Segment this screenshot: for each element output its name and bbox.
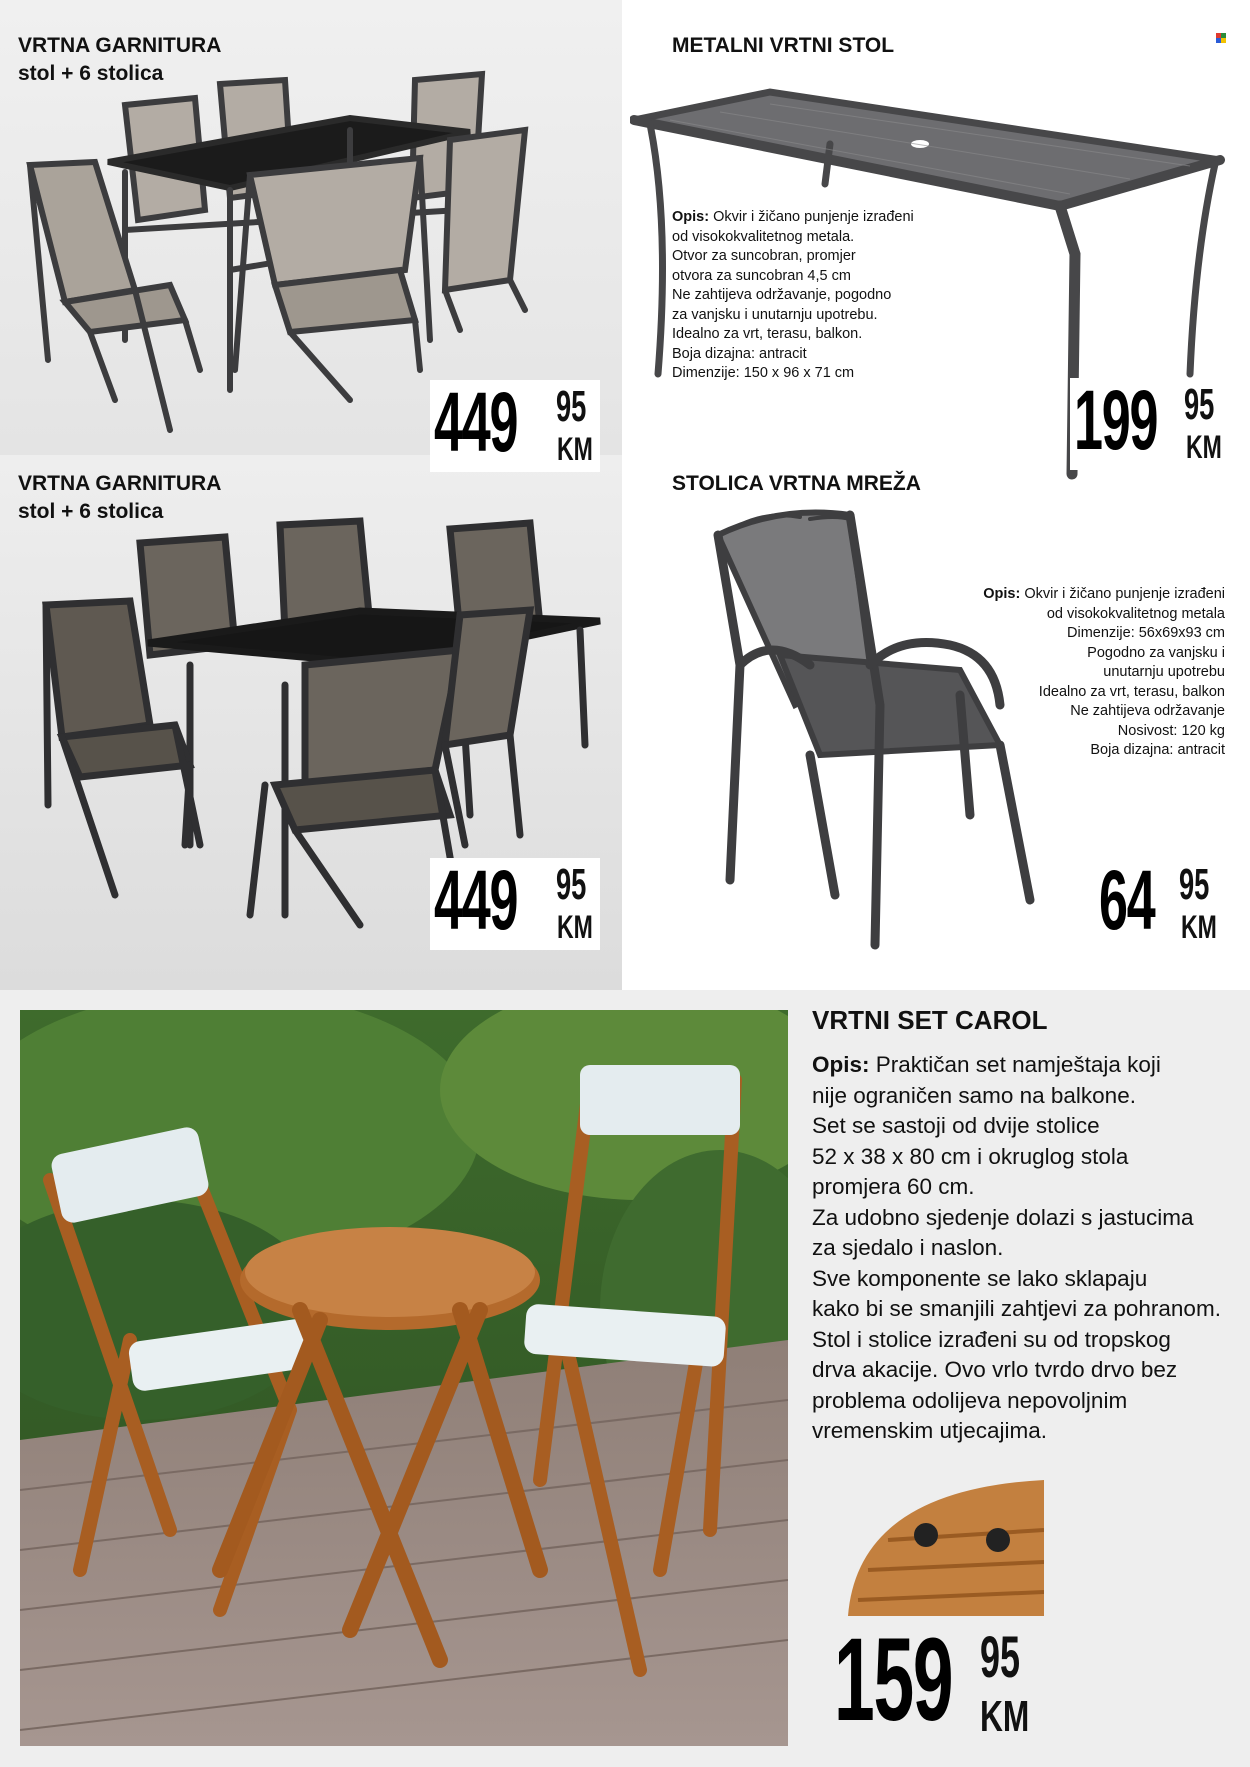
description-line: drva akacije. Ovo vrlo tvrdo drvo bez (812, 1357, 1178, 1382)
product-description (840, 585, 1225, 761)
description-line: Okvir i žičano punjenje izrađeni (713, 209, 914, 225)
product-description (672, 208, 914, 384)
price-main: 449 (434, 375, 518, 469)
description-line: Boja dizajna: antracit (1090, 742, 1225, 758)
description-line: Boja dizajna: antracit (672, 345, 807, 362)
description-line: Otvor za suncobran, promjer (672, 248, 856, 264)
description-line: vremenskim utjecajima. (812, 1418, 1048, 1443)
description-line: Dimenzije: 150 x 96 x 71 cm (672, 365, 855, 381)
price-cents: 95 (1184, 380, 1215, 429)
price-currency: KM (1186, 429, 1222, 465)
description-line: za sjedalo i naslon. (812, 1235, 1004, 1260)
description-line: Set se sastoji od dvije stolice (812, 1113, 1100, 1138)
price-cents: 95 (556, 860, 587, 909)
description-line: otvora za suncobran 4,5 cm (672, 267, 851, 284)
price-currency: KM (1181, 909, 1217, 945)
description-label: Opis: (812, 1052, 876, 1077)
price-tag (430, 375, 600, 472)
description-line: Ne zahtijeva održavanje (1070, 703, 1225, 719)
product-title-line: VRTNA GARNITURA (18, 472, 222, 495)
product-subtitle-line: stol + 6 stolica (18, 500, 164, 523)
price-main: 64 (1099, 853, 1155, 947)
price-tag (830, 1614, 1040, 1749)
price-cents: 95 (980, 1625, 1020, 1690)
product-title-line: METALNI VRTNI STOL (672, 34, 895, 57)
price-currency: KM (557, 431, 593, 467)
product-title-line: STOLICA VRTNA MREŽA (672, 472, 921, 495)
description-label: Opis: (672, 209, 714, 225)
description-line: nije ograničen samo na balkone. (812, 1082, 1136, 1108)
price-main: 159 (834, 1614, 953, 1746)
description-line: Okvir i žičano punjenje izrađeni (1024, 586, 1225, 602)
description-line: Dimenzije: 56x69x93 cm (1067, 625, 1225, 641)
description-line: za vanjsku i unutarnju upotrebu. (672, 306, 878, 323)
description-line: kako bi se smanjili zahtjevi za pohranom. (812, 1296, 1221, 1321)
description-line: promjera 60 cm. (812, 1174, 975, 1199)
price-main: 449 (434, 853, 518, 947)
price-cents: 95 (1179, 860, 1210, 909)
description-line: Sve komponente se lako sklapaju (812, 1265, 1148, 1291)
description-line: 52 x 38 x 80 cm i okruglog stola (812, 1143, 1129, 1169)
product-title (672, 470, 921, 498)
description-line: od visokokvalitetnog metala (1046, 605, 1225, 622)
description-line: Idealno za vrt, terasu, balkon. (672, 326, 863, 342)
description-label: Opis: (983, 586, 1025, 602)
description-line: Pogodno za vanjsku i (1087, 644, 1225, 661)
price-currency: KM (557, 909, 593, 945)
price-currency: KM (980, 1692, 1030, 1741)
description-line: Idealno za vrt, terasu, balkon (1038, 683, 1225, 700)
product-title-line: VRTNA GARNITURA (18, 34, 222, 57)
description-line: Nosivost: 120 kg (1117, 722, 1225, 739)
product-title-line: VRTNI SET CAROL (812, 1005, 1048, 1035)
product-subtitle-line: stol + 6 stolica (18, 62, 164, 85)
description-line: problema odolijeva nepovoljnim (812, 1387, 1128, 1413)
brand-logo-icon (1216, 33, 1226, 43)
product-title (672, 32, 894, 60)
price-tag (1095, 853, 1230, 950)
description-line: Praktičan set namještaja koji (875, 1052, 1161, 1077)
price-tag (430, 853, 600, 950)
folding-detail-image (848, 1480, 1044, 1616)
price-tag (1070, 373, 1230, 470)
description-line: od visokokvalitetnog metala. (672, 228, 855, 245)
description-line: unutarnju upotrebu (1103, 664, 1225, 680)
product-title (812, 1004, 1047, 1036)
price-main: 199 (1074, 373, 1158, 467)
description-line: Ne zahtijeva održavanje, pogodno (672, 287, 892, 303)
product-description (812, 1050, 1250, 1447)
carol-set-photo (20, 1010, 788, 1746)
description-line: Za udobno sjedenje dolazi s jastucima (812, 1204, 1194, 1230)
description-line: Stol i stolice izrađeni su od tropskog (812, 1326, 1171, 1352)
price-cents: 95 (556, 382, 587, 431)
